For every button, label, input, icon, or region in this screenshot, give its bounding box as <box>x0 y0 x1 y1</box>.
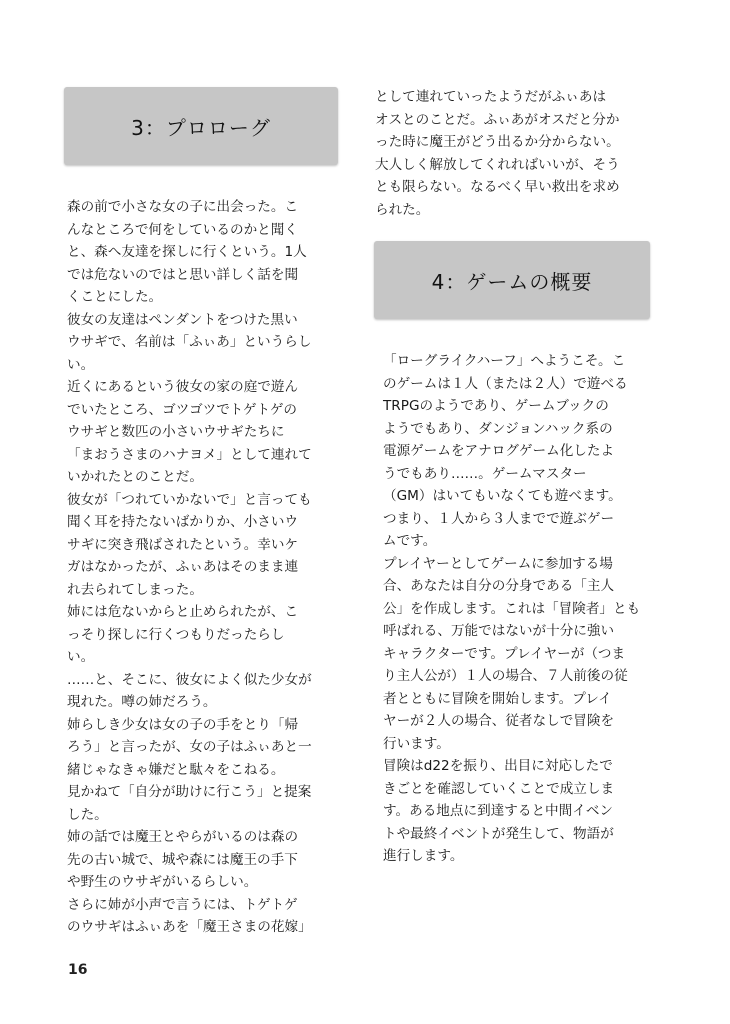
section-heading-game-overview-text: 4：ゲームの概要 <box>431 269 593 294</box>
page-number: 16 <box>68 962 88 978</box>
paragraph: プレイヤーとしてゲームに参加する場 合、あなたは自分の分身である「主人 公」を作成します。これは「冒険者」とも 呼ばれる、万能ではないが十分に強い キャラクターです。プレイヤーが（つま り主人公が）１人の場合、７人前後の従 者とともに冒険を開始します。プレイ ヤーが２人の場合、従者なしで冒険を 行います。 <box>383 555 641 752</box>
paragraph: 冒険はd22を振り、出目に対応したで きごとを確認していくことで成立しま す。ある地点に到達すると中間イベン トや最終イベントが発生して、物語が 進行します。 <box>383 758 615 864</box>
prologue-continuation <box>375 86 653 221</box>
paragraph: ……と、そこに、彼女によく似た少女が 現れた。噂の姉だろう。 <box>67 671 312 710</box>
paragraph: 姉には危ないからと止められたが、こ っそり探しに行くつもりだったらし い。 <box>67 604 299 665</box>
section-heading-prologue <box>64 87 338 165</box>
section-heading-game-overview <box>374 241 650 319</box>
section-heading-prologue-text: 3：プロローグ <box>131 115 271 140</box>
paragraph: 近くにあるという彼女の家の庭で遊ん でいたところ、ゴツゴツでトゲトゲの ウサギと数匹の小さいウサギたちに 「まおうさまのハナヨメ」として連れて いかれたとのことだ。 <box>67 379 312 485</box>
paragraph: 姉の話では魔王とやらがいるのは森の 先の古い城で、城や森には魔王の手下 や野生のウサギがいるらしい。 <box>67 829 299 890</box>
game-overview-body <box>383 350 655 868</box>
paragraph: として連れていったようだがふぃあは オスとのことだ。ふぃあがオスだと分か った時に魔王がどう出るか分からない。 大人しく解放してくれればいいが、そう とも限らない。なるべく早い救出を求め られた。 <box>375 89 620 218</box>
paragraph: 「ローグライクハーフ」へようこそ。こ のゲームは１人（または２人）で遊べる TRPGのようであり、ゲームブックの ようでもあり、ダンジョンハック系の 電源ゲームをアナログゲーム化したよ うでもあり……。ゲームマスター （GM）はいてもいなくても遊べます。 つまり、１人から３人までで遊ぶゲー ムです。 <box>383 353 628 549</box>
paragraph: 彼女が「つれていかないで」と言っても 聞く耳を持たないばかりか、小さいウ サギに突き飛ばされたという。幸いケ ガはなかったが、ふぃあはそのまま連 れ去られてしまった。 <box>67 491 312 598</box>
paragraph: 見かねて「自分が助けに行こう」と提案 した。 <box>67 784 312 823</box>
paragraph: 彼女の友達はペンダントをつけた黒い ウサギで、名前は「ふぃあ」というらし い。 <box>67 311 312 373</box>
prologue-body <box>67 196 339 939</box>
paragraph: さらに姉が小声で言うには、トゲトゲ のウサギはふぃあを「魔王さまの花嫁」 <box>67 896 312 935</box>
paragraph: 姉らしき少女は女の子の手をとり「帰 ろう」と言ったが、女の子はふぃあと一 緒じゃなきゃ嫌だと駄々をこねる。 <box>67 716 312 778</box>
paragraph: 森の前で小さな女の子に出会った。こ んなところで何をしているのかと聞く と、森へ友達を探しに行くという。1人 では危ないのではと思い詳しく話を聞 くことにした。 <box>67 199 307 305</box>
